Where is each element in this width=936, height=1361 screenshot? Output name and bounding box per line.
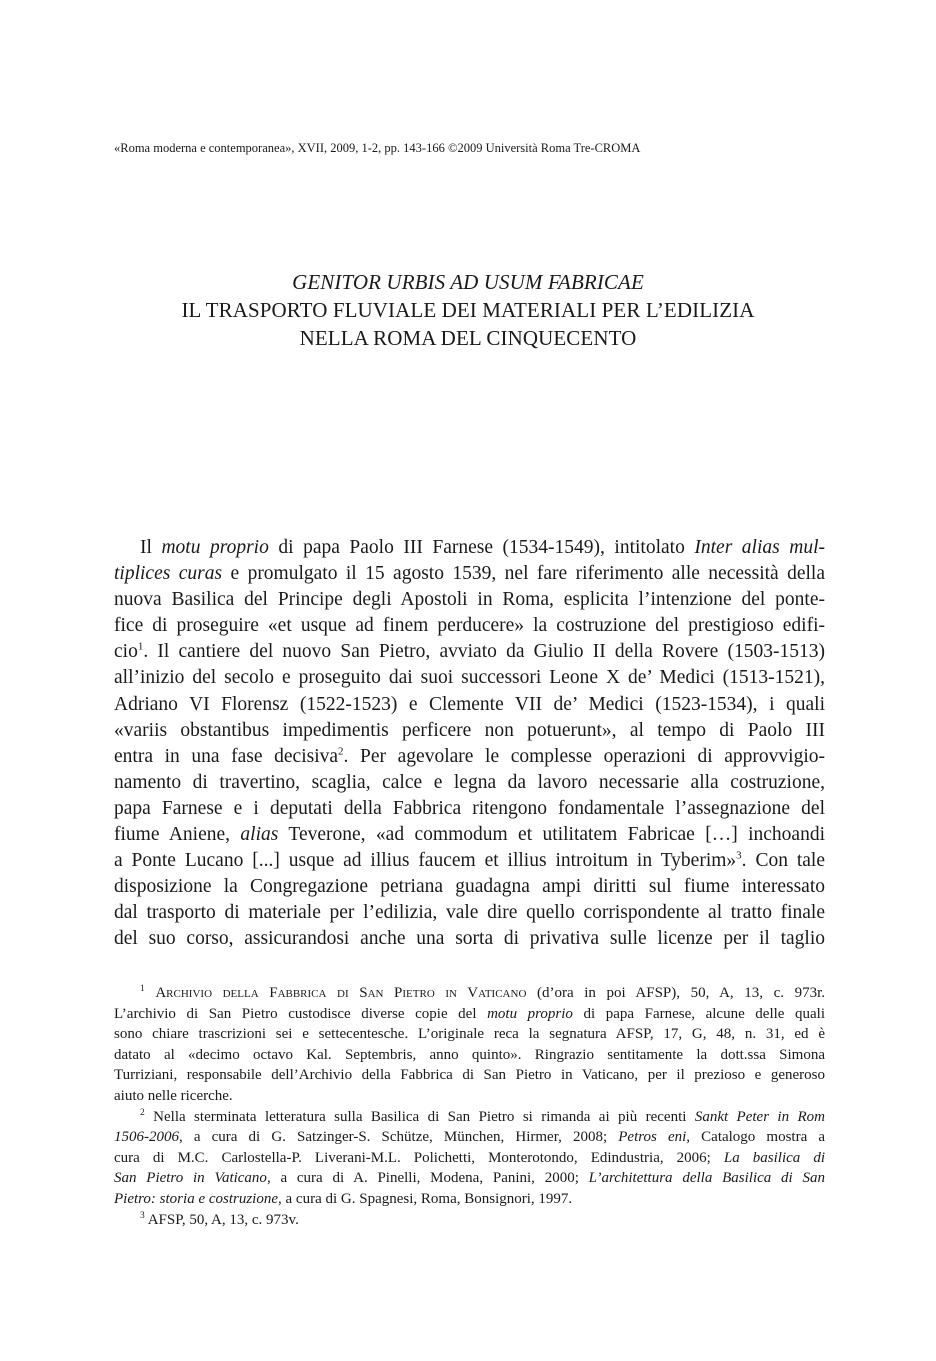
body-line: cio$^1$. Il cantiere del nuovo San Pietro, avviato da Giulio II della Rovere (1503-1513): [114, 640, 825, 663]
footnote-3: $^3$ AFSP, 50, A, 13, c. 973v.: [140, 1210, 299, 1228]
body-line: papa Farnese e i deputati della Fabbrica ritengono fondamentale l’assegnazione del: [114, 797, 825, 819]
title-line-3: NELLA ROMA DEL CINQUECENTO: [299, 326, 637, 350]
footnote-line: Pietro: storia e costruzione, a cura di G. Spagnesi, Roma, Bonsignori, 1997.: [114, 1190, 573, 1207]
title-line-2: IL TRASPORTO FLUVIALE DEI MATERIALI PER L’EDILIZIA: [181, 298, 755, 322]
body-line: del suo corso, assicurandosi anche una sorta di privativa sulle licenze per il taglio: [114, 928, 825, 950]
body-line: a Ponte Lucano [...] usque ad illius faucem et illius introitum in Tyberim»$^3$. Con tale: [114, 849, 825, 872]
footnote-ref: 2: [338, 745, 344, 758]
body-line: disposizione la Congregazione petriana guadagna ampi diritti sul fiume interessato: [114, 876, 825, 898]
body-line: «variis obstantibus impedimentis perficere non potuerunt», al tempo di Paolo III: [114, 719, 825, 741]
footnote-line: 1506-2006, a cura di G. Satzinger-S. Schütze, München, Hirmer, 2008; Petros eni, Catalogo mostra a: [114, 1129, 826, 1146]
footnote-line: Turriziani, responsabile dell’Archivio della Fabbrica di San Pietro in Vaticano, per il prezioso e generoso: [114, 1067, 825, 1084]
title-line-1: GENITOR URBIS AD USUM FABRICAE: [292, 270, 644, 294]
footnote-1: $^1$ Archivio della Fabbrica di San Pietro in Vaticano (d’ora in poi AFSP), 50, A, 13, c. 973r.: [140, 984, 826, 1001]
footnote-line: San Pietro in Vaticano, a cura di A. Pinelli, Modena, Panini, 2000; L’architettura della Basilica di San: [114, 1170, 825, 1187]
journal-citation: «Roma moderna e contemporanea», XVII, 2009, 1-2, pp. 143-166 ©2009 Università Roma Tre-CROMA: [114, 141, 641, 155]
footnotes: [114, 983, 825, 1230]
footnote-line: L’archivio di San Pietro custodisce diverse copie del motu proprio di papa Farnese, alcune delle quali: [114, 1005, 826, 1022]
footnote-2: $^2$ Nella sterminata letteratura sulla Basilica di San Pietro si rimanda ai più recenti Sankt Peter in Rom: [140, 1107, 826, 1125]
footnote-ref: 1: [137, 640, 144, 653]
footnote-line: aiuto nelle ricerche.: [114, 1087, 233, 1104]
body-line: entra in una fase decisiva$^2$. Per agevolare le complesse operazioni di approvvigio-: [114, 745, 826, 767]
footnote-line: sono chiare trascrizioni sei e settecentesche. L’originale reca la segnatura AFSP, 17, G, 48, n. 31, ed è: [114, 1026, 825, 1043]
body-line: fiume Aniene, alias Teverone, «ad commodum et utilitatem Fabricae […] inchoandi: [114, 824, 825, 846]
body-line: Adriano VI Florensz (1522-1523) e Clemente VII de’ Medici (1523-1534), i quali: [114, 693, 825, 715]
article-title: [110, 268, 826, 352]
body-line: tiplices curas e promulgato il 15 agosto 1539, nel fare riferimento alle necessità della: [114, 563, 826, 585]
body-text: [114, 535, 825, 953]
body-line: dal trasporto di materiale per l’edilizia, vale dire quello corrispondente al tratto finale: [114, 902, 825, 924]
body-line: Il motu proprio di papa Paolo III Farnese (1534-1549), intitolato Inter alias mul-: [140, 537, 826, 558]
footnote-line: cura di M.C. Carlostella-P. Liverani-M.L. Polichetti, Monterotondo, Edindustria, 2006; La basilica di: [114, 1149, 826, 1166]
body-line: namento di travertino, scaglia, calce e legna da lavoro necessarie alla costruzione,: [114, 771, 825, 793]
body-line: all’inizio del secolo e proseguito dai suoi successori Leone X de’ Medici (1513-1521),: [114, 667, 825, 689]
body-line: fice di proseguire «et usque ad finem perducere» la costruzione del prestigioso edifi-: [114, 615, 825, 637]
body-line: nuova Basilica del Principe degli Apostoli in Roma, esplicita l’intenzione del ponte-: [114, 589, 825, 611]
footnote-ref: 3: [736, 849, 742, 862]
footnote-line: datato al «decimo octavo Kal. Septembris, anno quinto». Ringrazio sentitamente la dott.ssa Simona: [114, 1046, 825, 1063]
